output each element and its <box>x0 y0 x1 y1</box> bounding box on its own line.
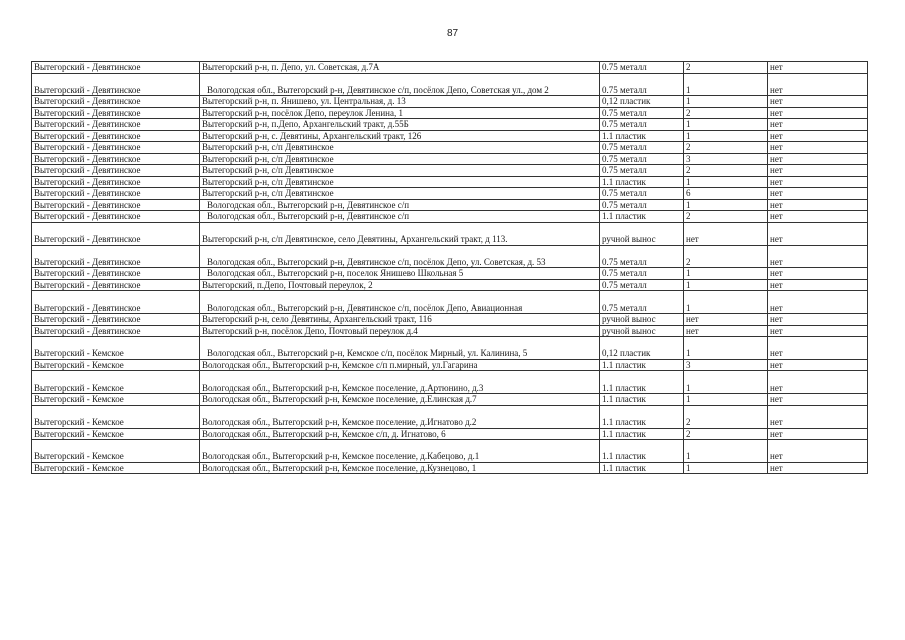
district-cell: Вытегорский - Кемское <box>32 359 200 371</box>
container-count-cell: 1 <box>684 268 768 280</box>
address-cell: Вологодская обл., Вытегорский р-н, Кемское поселение, д.Игнатово д.2 <box>200 405 600 428</box>
address-cell: Вытегорский р-н, с/п Девятинское <box>200 153 600 165</box>
container-count-cell: 2 <box>684 211 768 223</box>
table-row <box>32 199 868 211</box>
extra-cell: нет <box>768 440 868 463</box>
extra-cell: нет <box>768 73 868 96</box>
container-type-cell: 1.1 пластик <box>600 211 684 223</box>
address-cell: Вологодская обл., Вытегорский р-н, Девятинское с/п <box>200 211 600 223</box>
container-type-cell: 1.1 пластик <box>600 462 684 474</box>
container-type-cell: 1.1 пластик <box>600 440 684 463</box>
table-row <box>32 405 868 428</box>
district-cell: Вытегорский - Кемское <box>32 462 200 474</box>
extra-cell: нет <box>768 359 868 371</box>
district-cell: Вытегорский - Кемское <box>32 428 200 440</box>
table-row <box>32 142 868 154</box>
district-cell: Вытегорский - Девятинское <box>32 176 200 188</box>
container-type-cell: 0.75 металл <box>600 199 684 211</box>
district-cell: Вытегорский - Кемское <box>32 371 200 394</box>
extra-cell: нет <box>768 245 868 268</box>
container-count-cell: 2 <box>684 405 768 428</box>
extra-cell: нет <box>768 394 868 406</box>
district-cell: Вытегорский - Девятинское <box>32 211 200 223</box>
district-cell: Вытегорский - Девятинское <box>32 96 200 108</box>
container-count-cell: 2 <box>684 165 768 177</box>
table-row <box>32 394 868 406</box>
extra-cell: нет <box>768 188 868 200</box>
district-cell: Вытегорский - Кемское <box>32 337 200 360</box>
waste-container-table <box>31 61 868 474</box>
district-cell: Вытегорский - Девятинское <box>32 291 200 314</box>
address-cell: Вологодская обл., Вытегорский р-н, Кемское с/п п.мирный, ул.Гагарина <box>200 359 600 371</box>
district-cell: Вытегорский - Девятинское <box>32 268 200 280</box>
table-row <box>32 222 868 245</box>
table-row <box>32 62 868 74</box>
table-row <box>32 73 868 96</box>
address-cell: Вологодская обл., Вытегорский р-н, Кемское с/п, посёлок Мирный, ул. Калинина, 5 <box>200 337 600 360</box>
extra-cell: нет <box>768 153 868 165</box>
container-count-cell: 3 <box>684 359 768 371</box>
container-type-cell: 1.1 пластик <box>600 394 684 406</box>
container-count-cell: нет <box>684 325 768 337</box>
address-cell: Вологодская обл., Вытегорский р-н, Девятинское с/п <box>200 199 600 211</box>
address-cell: Вологодская обл., Вытегорский р-н, Девятинское с/п, посёлок Депо, Советская ул., дом 2 <box>200 73 600 96</box>
container-type-cell: 1.1 пластик <box>600 405 684 428</box>
container-count-cell: 1 <box>684 291 768 314</box>
address-cell: Вологодская обл., Вытегорский р-н, Кемское поселение, д.Артюнино, д.3 <box>200 371 600 394</box>
extra-cell: нет <box>768 462 868 474</box>
address-cell: Вологодская обл., Вытегорский р-н, Кемское поселение, д.Кузнецово, 1 <box>200 462 600 474</box>
district-cell: Вытегорский - Девятинское <box>32 188 200 200</box>
address-cell: Вологодская обл., Вытегорский р-н, Кемское поселение, д.Кабецово, д.1 <box>200 440 600 463</box>
address-cell: Вытегорский р-н, с/п Девятинское <box>200 165 600 177</box>
container-count-cell: 1 <box>684 394 768 406</box>
table-row <box>32 165 868 177</box>
address-cell: Вытегорский р-н, с/п Девятинское <box>200 176 600 188</box>
address-cell: Вытегорский р-н, с/п Девятинское <box>200 142 600 154</box>
district-cell: Вытегорский - Девятинское <box>32 245 200 268</box>
extra-cell: нет <box>768 291 868 314</box>
table-row <box>32 371 868 394</box>
table-row <box>32 337 868 360</box>
extra-cell: нет <box>768 268 868 280</box>
table-row <box>32 153 868 165</box>
district-cell: Вытегорский - Девятинское <box>32 279 200 291</box>
table-row <box>32 428 868 440</box>
table-row <box>32 268 868 280</box>
address-cell: Вытегорский р-н, с/п Девятинское <box>200 188 600 200</box>
container-type-cell: 1.1 пластик <box>600 359 684 371</box>
container-type-cell: 1.1 пластик <box>600 130 684 142</box>
extra-cell: нет <box>768 176 868 188</box>
container-count-cell: 1 <box>684 119 768 131</box>
district-cell: Вытегорский - Девятинское <box>32 130 200 142</box>
table-row <box>32 245 868 268</box>
extra-cell: нет <box>768 337 868 360</box>
extra-cell: нет <box>768 371 868 394</box>
container-count-cell: 1 <box>684 462 768 474</box>
extra-cell: нет <box>768 96 868 108</box>
container-count-cell: нет <box>684 314 768 326</box>
page-number: 87 <box>446 28 459 39</box>
container-count-cell: 1 <box>684 440 768 463</box>
extra-cell: нет <box>768 279 868 291</box>
container-type-cell: ручной вынос <box>600 325 684 337</box>
container-type-cell: 0.75 металл <box>600 279 684 291</box>
district-cell: Вытегорский - Девятинское <box>32 119 200 131</box>
extra-cell: нет <box>768 314 868 326</box>
table-row <box>32 188 868 200</box>
address-cell: Вытегорский р-н, п. Янишево, ул. Центральная, д. 13 <box>200 96 600 108</box>
address-cell: Вытегорский р-н, посёлок Депо, переулок Ленина, 1 <box>200 107 600 119</box>
container-type-cell: 0.75 металл <box>600 268 684 280</box>
extra-cell: нет <box>768 428 868 440</box>
address-cell: Вологодская обл., Вытегорский р-н, Кемское поселение, д.Елинская д.7 <box>200 394 600 406</box>
district-cell: Вытегорский - Девятинское <box>32 73 200 96</box>
container-type-cell: 1.1 пластик <box>600 176 684 188</box>
table-row <box>32 359 868 371</box>
address-cell: Вологодская обл., Вытегорский р-н, поселок Янишево Школьная 5 <box>200 268 600 280</box>
district-cell: Вытегорский - Девятинское <box>32 62 200 74</box>
table-row <box>32 119 868 131</box>
address-cell: Вологодская обл., Вытегорский р-н, Кемское с/п, д. Игнатово, 6 <box>200 428 600 440</box>
district-cell: Вытегорский - Девятинское <box>32 222 200 245</box>
district-cell: Вытегорский - Девятинское <box>32 325 200 337</box>
table-row <box>32 440 868 463</box>
extra-cell: нет <box>768 405 868 428</box>
address-cell: Вытегорский р-н, село Девятины, Архангельский тракт, 116 <box>200 314 600 326</box>
table-body <box>32 62 868 474</box>
table-row <box>32 462 868 474</box>
extra-cell: нет <box>768 107 868 119</box>
container-count-cell: 3 <box>684 153 768 165</box>
container-count-cell: 2 <box>684 62 768 74</box>
extra-cell: нет <box>768 142 868 154</box>
container-type-cell: 0.75 металл <box>600 73 684 96</box>
container-type-cell: 0.75 металл <box>600 245 684 268</box>
container-type-cell: 0.75 металл <box>600 165 684 177</box>
address-cell: Вытегорский, п.Депо, Почтовый переулок, 2 <box>200 279 600 291</box>
district-cell: Вытегорский - Кемское <box>32 394 200 406</box>
container-type-cell: 0.75 металл <box>600 291 684 314</box>
container-count-cell: 2 <box>684 142 768 154</box>
container-count-cell: 1 <box>684 337 768 360</box>
container-count-cell: 1 <box>684 279 768 291</box>
container-type-cell: 0.75 металл <box>600 107 684 119</box>
container-type-cell: ручной вынос <box>600 314 684 326</box>
container-type-cell: 0,12 пластик <box>600 96 684 108</box>
container-count-cell: 1 <box>684 73 768 96</box>
extra-cell: нет <box>768 165 868 177</box>
table-row <box>32 107 868 119</box>
container-type-cell: 1.1 пластик <box>600 371 684 394</box>
container-type-cell: 1.1 пластик <box>600 428 684 440</box>
container-type-cell: 0.75 металл <box>600 119 684 131</box>
address-cell: Вологодская обл., Вытегорский р-н, Девятинское с/п, посёлок Депо, Авиационная <box>200 291 600 314</box>
container-count-cell: 1 <box>684 176 768 188</box>
container-count-cell: 2 <box>684 245 768 268</box>
table-row <box>32 176 868 188</box>
district-cell: Вытегорский - Девятинское <box>32 314 200 326</box>
address-cell: Вытегорский р-н, посёлок Депо, Почтовый переулок д.4 <box>200 325 600 337</box>
address-cell: Вытегорский р-н, с/п Девятинское, село Девятины, Архангельский тракт, д 113. <box>200 222 600 245</box>
extra-cell: нет <box>768 222 868 245</box>
table-row <box>32 291 868 314</box>
table-row <box>32 130 868 142</box>
container-type-cell: ручной вынос <box>600 222 684 245</box>
extra-cell: нет <box>768 119 868 131</box>
container-type-cell: 0.75 металл <box>600 188 684 200</box>
extra-cell: нет <box>768 199 868 211</box>
table-row <box>32 325 868 337</box>
container-type-cell: 0,12 пластик <box>600 337 684 360</box>
container-count-cell: нет <box>684 222 768 245</box>
container-count-cell: 2 <box>684 107 768 119</box>
container-type-cell: 0.75 металл <box>600 153 684 165</box>
table-row <box>32 96 868 108</box>
container-count-cell: 1 <box>684 96 768 108</box>
address-cell: Вытегорский р-н, п. Депо, ул. Советская, д.7А <box>200 62 600 74</box>
container-count-cell: 1 <box>684 371 768 394</box>
container-count-cell: 2 <box>684 428 768 440</box>
address-cell: Вологодская обл., Вытегорский р-н, Девятинское с/п, посёлок Депо, ул. Советская, д. 53 <box>200 245 600 268</box>
district-cell: Вытегорский - Кемское <box>32 405 200 428</box>
extra-cell: нет <box>768 62 868 74</box>
district-cell: Вытегорский - Девятинское <box>32 165 200 177</box>
address-cell: Вытегорский р-н, с. Девятины, Архангельский тракт, 126 <box>200 130 600 142</box>
district-cell: Вытегорский - Девятинское <box>32 153 200 165</box>
district-cell: Вытегорский - Кемское <box>32 440 200 463</box>
extra-cell: нет <box>768 130 868 142</box>
container-type-cell: 0.75 металл <box>600 62 684 74</box>
district-cell: Вытегорский - Девятинское <box>32 142 200 154</box>
table-row <box>32 314 868 326</box>
extra-cell: нет <box>768 211 868 223</box>
extra-cell: нет <box>768 325 868 337</box>
table-row <box>32 211 868 223</box>
table-row <box>32 279 868 291</box>
district-cell: Вытегорский - Девятинское <box>32 199 200 211</box>
container-count-cell: 1 <box>684 130 768 142</box>
container-count-cell: 1 <box>684 199 768 211</box>
container-type-cell: 0.75 металл <box>600 142 684 154</box>
district-cell: Вытегорский - Девятинское <box>32 107 200 119</box>
address-cell: Вытегорский р-н, п.Депо, Архангельский тракт, д.55Б <box>200 119 600 131</box>
container-count-cell: 6 <box>684 188 768 200</box>
